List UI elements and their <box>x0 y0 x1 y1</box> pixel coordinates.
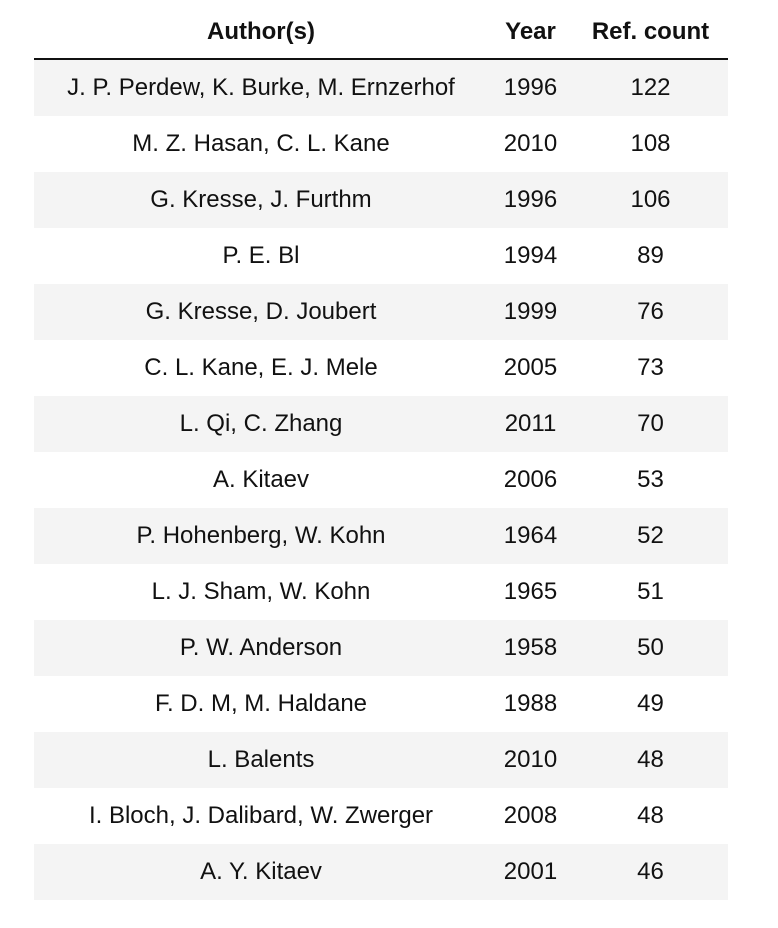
cell-year: 1988 <box>488 676 573 732</box>
cell-year: 2001 <box>488 844 573 900</box>
cell-year: 1965 <box>488 564 573 620</box>
column-header-author[interactable]: Author(s) <box>34 6 488 59</box>
table-row <box>34 788 728 844</box>
reference-table <box>34 6 728 900</box>
cell-year: 2008 <box>488 788 573 844</box>
cell-author: L. J. Sham, W. Kohn <box>34 564 488 620</box>
cell-ref-count: 122 <box>573 59 728 116</box>
table-row <box>34 676 728 732</box>
cell-author: L. Qi, C. Zhang <box>34 396 488 452</box>
cell-ref-count: 73 <box>573 340 728 396</box>
table-row <box>34 452 728 508</box>
cell-ref-count: 49 <box>573 676 728 732</box>
table-row <box>34 564 728 620</box>
cell-ref-count: 106 <box>573 172 728 228</box>
cell-author: I. Bloch, J. Dalibard, W. Zwerger <box>34 788 488 844</box>
column-header-year[interactable]: Year <box>488 6 573 59</box>
table-row <box>34 172 728 228</box>
header-row <box>34 6 728 59</box>
table-row <box>34 508 728 564</box>
cell-ref-count: 48 <box>573 788 728 844</box>
table-row <box>34 844 728 900</box>
cell-ref-count: 89 <box>573 228 728 284</box>
cell-year: 1994 <box>488 228 573 284</box>
data-table-container <box>34 6 728 900</box>
table-row <box>34 116 728 172</box>
cell-ref-count: 108 <box>573 116 728 172</box>
cell-year: 2006 <box>488 452 573 508</box>
table-row <box>34 228 728 284</box>
cell-ref-count: 51 <box>573 564 728 620</box>
cell-year: 1964 <box>488 508 573 564</box>
table-row <box>34 59 728 116</box>
cell-author: M. Z. Hasan, C. L. Kane <box>34 116 488 172</box>
cell-year: 2011 <box>488 396 573 452</box>
cell-year: 1996 <box>488 59 573 116</box>
cell-author: J. P. Perdew, K. Burke, M. Ernzerhof <box>34 59 488 116</box>
table-row <box>34 340 728 396</box>
cell-ref-count: 53 <box>573 452 728 508</box>
column-header-ref-count[interactable]: Ref. count <box>573 6 728 59</box>
cell-year: 2010 <box>488 116 573 172</box>
cell-author: A. Kitaev <box>34 452 488 508</box>
table-row <box>34 284 728 340</box>
table-row <box>34 620 728 676</box>
cell-author: C. L. Kane, E. J. Mele <box>34 340 488 396</box>
cell-ref-count: 70 <box>573 396 728 452</box>
table-row <box>34 396 728 452</box>
cell-year: 1999 <box>488 284 573 340</box>
cell-year: 1996 <box>488 172 573 228</box>
cell-ref-count: 46 <box>573 844 728 900</box>
cell-year: 1958 <box>488 620 573 676</box>
table-header <box>34 6 728 59</box>
cell-author: A. Y. Kitaev <box>34 844 488 900</box>
cell-author: L. Balents <box>34 732 488 788</box>
cell-author: G. Kresse, D. Joubert <box>34 284 488 340</box>
cell-ref-count: 76 <box>573 284 728 340</box>
cell-year: 2010 <box>488 732 573 788</box>
cell-author: P. E. Bl <box>34 228 488 284</box>
cell-author: G. Kresse, J. Furthm <box>34 172 488 228</box>
cell-ref-count: 48 <box>573 732 728 788</box>
table-body <box>34 59 728 900</box>
cell-ref-count: 50 <box>573 620 728 676</box>
cell-ref-count: 52 <box>573 508 728 564</box>
table-row <box>34 732 728 788</box>
cell-author: P. W. Anderson <box>34 620 488 676</box>
cell-author: F. D. M, M. Haldane <box>34 676 488 732</box>
cell-author: P. Hohenberg, W. Kohn <box>34 508 488 564</box>
cell-year: 2005 <box>488 340 573 396</box>
